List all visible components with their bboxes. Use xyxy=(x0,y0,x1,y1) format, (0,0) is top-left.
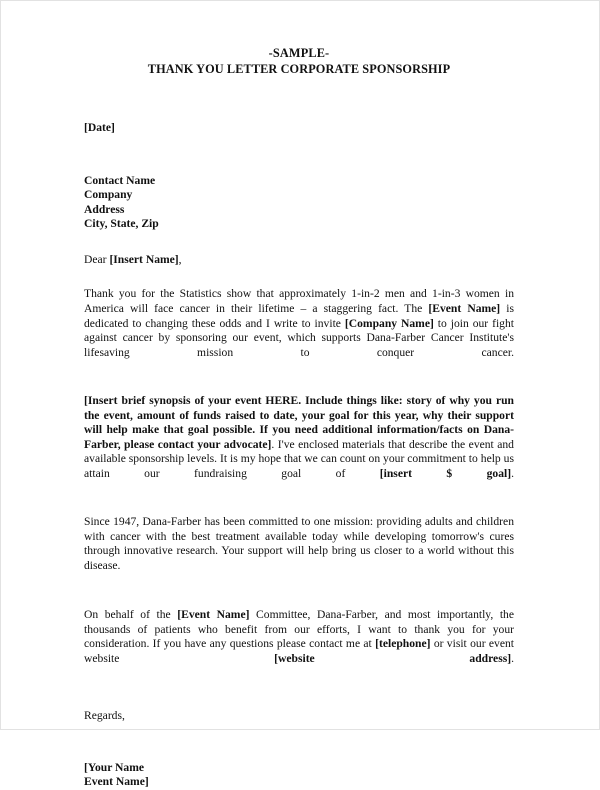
address-line-contact-name: Contact Name xyxy=(84,173,156,187)
paragraph-synopsis xyxy=(84,394,514,496)
paragraph-closing xyxy=(84,608,514,681)
paragraph-statistics xyxy=(84,287,514,375)
address-line-address: Address xyxy=(84,202,125,216)
text-run: . I've enclosed materials that describe the event and available sponsorship levels. It is my hope that we can count on your commitment to help us attain our fundraising goal of xyxy=(84,437,514,480)
text-run: is dedicated to changing these odds and I write to invite xyxy=(84,301,515,330)
salutation-name-placeholder: [Insert Name] xyxy=(109,252,179,266)
salutation-trailing: , xyxy=(178,252,182,266)
address-line-company: Company xyxy=(84,188,133,202)
text-run-bold: [Event Name] xyxy=(428,301,501,315)
text-run-bold: [Company Name] xyxy=(344,316,434,330)
text-run: . xyxy=(511,651,514,665)
text-run: or visit our event website xyxy=(84,637,514,665)
text-run-bold: [Insert brief synopsis of your event HERE. Include things like: story of why you run the event, amount of funds raised to date, your goal for this year, why their support will help make that goal possible. If you need additional information/facts on Dana-Farber, please contact your advocate] xyxy=(84,393,514,451)
text-run-bold: [Event Name] xyxy=(177,608,250,622)
text-run-bold: [telephone] xyxy=(375,637,431,651)
text-run-bold: [insert $ goal] xyxy=(379,466,512,480)
closing-regards: Regards, xyxy=(84,709,125,723)
document-title xyxy=(84,45,514,77)
paragraph-mission xyxy=(84,515,514,588)
recipient-address-block xyxy=(84,174,514,232)
text-run: Thank you for the Statistics show that approximately 1-in-2 men and 1-in-3 women in America will face cancer in their lifetime – a staggering fact. The xyxy=(84,287,514,315)
signature-line-event-name: Event Name] xyxy=(84,775,149,789)
text-run: On behalf of the xyxy=(84,608,178,622)
title-line-sample: -SAMPLE- xyxy=(268,46,330,60)
text-run: to join our fight against cancer by sponsoring our event, which supports Dana-Farber Cancer Institute's lifesaving mission to conquer cancer. xyxy=(84,316,515,359)
text-run: Since 1947, Dana-Farber has been committed to one mission: providing adults and children with cancer with the best treatment available today while developing tomorrow's cures through innovative research. Your support will help bring us closer to a world without this disease. xyxy=(84,515,514,572)
text-run-bold: [website address] xyxy=(274,651,512,665)
date-placeholder: [Date] xyxy=(84,121,115,134)
salutation-greeting: Dear xyxy=(84,252,110,266)
salutation xyxy=(84,253,514,268)
title-line-subject: THANK YOU LETTER CORPORATE SPONSORSHIP xyxy=(147,62,451,76)
text-run: Committee, Dana-Farber, and most importantly, the thousands of patients who benefit from our efforts, I want to thank you for your consideration. If you have any questions please contact me at xyxy=(84,608,514,651)
signature-line-your-name: [Your Name xyxy=(84,760,145,774)
text-run: . xyxy=(511,466,515,480)
address-line-city-state-zip: City, State, Zip xyxy=(84,217,159,231)
signature-block xyxy=(84,761,514,790)
